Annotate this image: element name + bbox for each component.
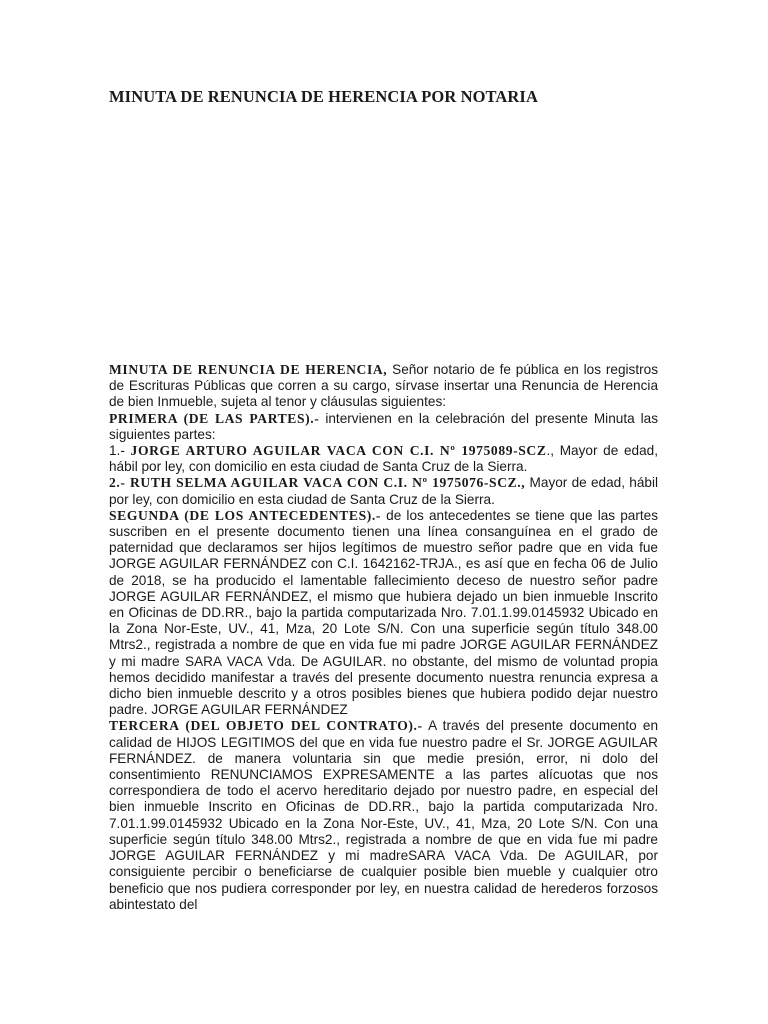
document-body [109, 362, 658, 913]
paragraph-text: intervienen en la celebración del presente Minuta las siguientes partes: [109, 410, 658, 442]
paragraph-tercera [109, 718, 658, 912]
paragraph-segunda [109, 508, 658, 719]
paragraph-primera [109, 411, 658, 443]
paragraph-text: Mayor de edad, hábil por ley, con domicilio en esta ciudad de Santa Cruz de la Sierra. [109, 475, 658, 507]
paragraph-heading: MINUTA DE RENUNCIA DE HERENCIA, [109, 362, 388, 377]
paragraph-heading: SEGUNDA (DE LOS ANTECEDENTES).- [109, 507, 381, 523]
paragraph-heading: TERCERA (DEL OBJETO DEL CONTRATO).- [109, 718, 423, 734]
paragraph-prefix: 1.- [109, 443, 131, 459]
paragraph-intro [109, 362, 658, 411]
document-title: MINUTA DE RENUNCIA DE HERENCIA POR NOTARIA [109, 87, 538, 106]
paragraph-text: de los antecedentes se tiene que las partes suscriben en el presente documento tienen una línea consanguínea en el grado de paternidad que declaramos ser hijos legítimos de muestro señor padre que en vida fue JORGE AGUILAR FERNÁNDEZ con C.I. 1642162-TRJA., es así que en fecha 06 de Julio de 2018, se ha producido el lamentable fallecimiento deceso de nuestro señor padre JORGE AGUILAR FERNÁNDEZ, el mismo que hubiera dejado un bien inmueble Inscrito en Oficinas de DD.RR., bajo la partida computarizada Nro. 7.01.1.99.0145932 Ubicado en la Zona Nor-Este, UV., 41, Mza, 20 Lote S/N. Con una superficie según título 348.00 Mtrs2., registrada a nombre de que en vida fue mi padre JORGE AGUILAR FERNÁNDEZ y mi madre SARA VACA Vda. De AGUILAR. no obstante, del mismo de voluntad propia hemos decidido manifestar a través del presente documento nuestra renuncia expresa a dicho bien inmueble descrito y a otros posibles bienes que hubiera podido dejar nuestro padre. JORGE AGUILAR FERNÁNDEZ [109, 507, 659, 718]
paragraph-heading: 2.- RUTH SELMA AGUILAR VACA CON C.I. Nº 1975076-SCZ., [109, 475, 526, 491]
paragraph-party-2 [109, 475, 658, 507]
paragraph-text: A través del presente documento en calidad de HIJOS LEGITIMOS del que en vida fue nuestro padre el Sr. JORGE AGUILAR FERNÁNDEZ. de manera voluntaria sin que medie presión, error, ni dolo del consentimiento RENUNCIAMOS EXPRESAMENTE a las partes alícuotas que nos correspondiera de todo el acervo hereditario dejado por nuestro padre, en especial del bien inmueble Inscrito en Oficinas de DD.RR., bajo la partida computarizada Nro. 7.01.1.99.0145932 Ubicado en la Zona Nor-Este, UV., 41, Mza, 20 Lote S/N. Con una superficie según título 348.00 Mtrs2., registrada a nombre de que en vida fue mi padre JORGE AGUILAR FERNÁNDEZ y mi madreSARA VACA Vda. De AGUILAR, por consiguiente percibir o beneficiarse de cualquier posible bien mueble y cualquier otro beneficio que nos pudiera corresponder por ley, en nuestra calidad de herederos forzosos abintestato del [109, 718, 658, 912]
paragraph-text: ., Mayor de edad, hábil por ley, con domicilio en esta ciudad de Santa Cruz de la Sierra. [109, 443, 658, 475]
paragraph-party-1 [109, 443, 658, 475]
paragraph-heading: JORGE ARTURO AGUILAR VACA CON C.I. Nº 1975089-SCZ [130, 443, 547, 459]
paragraph-heading: PRIMERA (DE LAS PARTES).- [109, 410, 320, 426]
paragraph-text: Señor notario de fe pública en los registros de Escrituras Públicas que corren a su cargo, sírvase insertar una Renuncia de Herencia de bien Inmueble, sujeta al tenor y cláusulas siguientes: [109, 362, 659, 410]
